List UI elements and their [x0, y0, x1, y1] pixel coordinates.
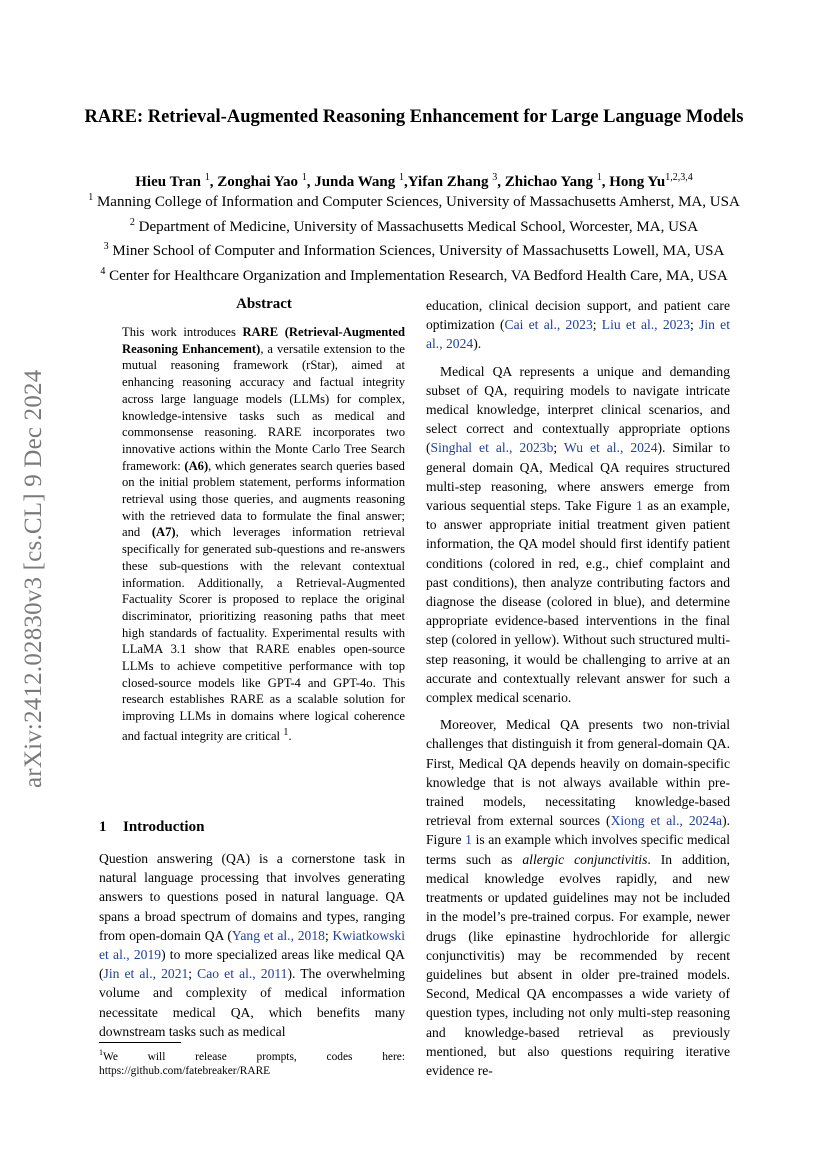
- affiliation: $^4$ Center for Healthcare Organization and Implementation Research, VA Bedford Health Care, MA, USA: [100, 265, 728, 284]
- affiliation: $^2$ Department of Medicine, University of Massachusetts Medical School, Worcester, MA, USA: [129, 216, 699, 235]
- section-heading-introduction: [99, 819, 204, 836]
- author-list: Hieu Tran $^1$, Zonghai Yao $^1$, Junda Wang $^1$,Yifan Zhang $^3$, Zhichao Yang $^1$, Hong Yu$^{1,2,3,4}$: [135, 172, 693, 190]
- citation-link[interactable]: Jin et al., 2021: [103, 966, 189, 982]
- affiliation-list: [30, 188, 798, 286]
- action-a6: (A6): [184, 458, 209, 473]
- author-affiliation: 1: [596, 172, 602, 183]
- introduction-paragraph: Question answering (QA) is a cornerstone task in natural language processing that involves generating answers to questions posed in natural language. QA spans a broad spectrum of domains and types, ranging from open-domain QA (Yang et al., 2018; Kwiatkowski et al., 2019) to more specialized areas like medical QA (Jin et al., 2021; Cao et al., 2011). The overwhelming volume and complexity of medical information necessitate medical QA, which benefits many downstream tasks such as medical: [99, 851, 405, 1039]
- author-name: Junda Wang: [314, 174, 396, 190]
- citation-link[interactable]: Xiong et al., 2024a: [610, 813, 723, 829]
- arxiv-identifier-stamp: arXiv:2412.02830v3 [cs.CL] 9 Dec 2024: [20, 370, 47, 789]
- abstract-heading: Abstract: [236, 296, 292, 312]
- section-title: Introduction: [123, 819, 205, 835]
- abstract-body: This work introduces RARE (Retrieval-Augmented Reasoning Enhancement), a versatile extension to the mutual reasoning framework (rStar), aimed at enhancing reasoning accuracy and factual integrity across large language models (LLMs) for complex, knowledge-intensive tasks such as medical and commonsense reasoning. RARE incorporates two innovative actions within the Monte Carlo Tree Search framework: (A6), which generates search queries based on the initial problem statement, performs information retrieval using those queries, and augments reasoning with the retrieved data to formulate the final answer; and (A7), which leverages information retrieval specifically for generated sub-questions and re-answers these sub-questions with the relevant contextual information. Additionally, a Retrieval-Augmented Factuality Scorer is proposed to replace the original discriminator, prioritizing reasoning paths that meet high standards of factuality. Experimental results with LLaMA 3.1 show that RARE enables open-source LLMs to achieve competitive performance with top closed-source models like GPT-4 and GPT-4o. This research establishes RARE as a scalable solution for improving LLMs in domains where logical coherence and factual integrity are critical $^1$.: [122, 325, 405, 744]
- footnote-number: 1: [99, 1048, 103, 1057]
- citation-link[interactable]: Singhal et al., 2023b: [430, 440, 554, 456]
- citation-link[interactable]: Kwiatkowski et al., 2019: [99, 927, 405, 963]
- right-column: [426, 296, 730, 1080]
- action-a7: (A7): [151, 525, 176, 540]
- citation-link[interactable]: Jin et al., 2024: [426, 317, 730, 352]
- citation-link[interactable]: Cai et al., 2023: [504, 317, 593, 333]
- footnote: [99, 1046, 405, 1079]
- author-name: Zonghai Yao: [217, 174, 298, 190]
- affiliation: $^3$ Miner School of Computer and Information Sciences, University of Massachusetts Lowell, MA, USA: [103, 241, 725, 259]
- footnote-marker[interactable]: 1: [283, 726, 289, 738]
- citation-link[interactable]: Yang et al., 2018: [231, 927, 325, 943]
- author-name: Hong Yu: [609, 174, 666, 190]
- author-name: Yifan Zhang: [407, 174, 489, 190]
- author-name: Hieu Tran: [135, 174, 201, 190]
- author-affiliation: 1: [399, 172, 404, 183]
- author-name: Zhichao Yang: [504, 174, 593, 190]
- citation-link[interactable]: Wu et al., 2024: [563, 440, 658, 456]
- paragraph: Medical QA represents a unique and demanding subset of QA, requiring models to navigate intricate medical knowledge, interpret clinical scenarios, and select correct and contextually appropriate options (Singhal et al., 2023b; Wu et al., 2024). Similar to general domain QA, Medical QA requires structured multi-step reasoning, where answers emerge from various sequential steps. Take Figure 1 as an example, to answer appropriate initial treatment given patient information, the QA model should first identify patient conditions (colored in red, e.g., chief complaint and past conditions), then analyze contributing factors and diagnose the disease (colored in blue), and determine appropriate evidence-based interventions in the final step (colored in yellow). Without such structured multi-step reasoning, it would be challenging to arrive at an accurate and contextually relevant answer for such a complex medical scenario.: [426, 363, 731, 706]
- figure-reference-link[interactable]: 1: [465, 832, 472, 848]
- figure-reference-link[interactable]: 1: [635, 498, 643, 514]
- section-number: 1: [99, 819, 107, 835]
- paragraph: education, clinical decision support, and patient care optimization (Cai et al., 2023; Liu et al., 2023; Jin et al., 2024).: [426, 298, 730, 352]
- author-affiliation: 1: [204, 172, 210, 183]
- author-affiliation: 1: [301, 172, 307, 183]
- footnote-divider: [99, 1042, 181, 1043]
- italic-term: allergic conjunctivitis: [522, 851, 648, 867]
- author-affiliation: 3: [492, 172, 498, 183]
- paragraph: Moreover, Medical QA presents two non-trivial challenges that distinguish it from general-domain QA. First, Medical QA depends heavily on domain-specific knowledge that is not always available within pre-trained models, necessitating knowledge-based retrieval from external sources (Xiong et al., 2024a). Figure 1 is an example which involves specific medical terms such as allergic conjunctivitis. In addition, medical knowledge evolves rapidly, and new treatments or updated guidelines may not be included in the model’s pre-trained corpus. For example, newer drugs (like epinastine hydrochloride for allergic conjunctivitis) may be recommended by recent guidelines but absent in older pre-trained models. Second, Medical QA encompasses a wide variety of question types, including not only multi-step reasoning and knowledge-based retrieval as previously mentioned, but also questions requiring iterative evidence re-: [426, 717, 730, 1078]
- footnote-text: We will release prompts, codes here: https://github.com/fatebreaker/RARE: [99, 1050, 405, 1078]
- paper-title: RARE: Retrieval-Augmented Reasoning Enhancement for Large Language Models: [84, 107, 744, 127]
- rare-acronym: RARE (Retrieval-Augmented Reasoning Enhancement): [122, 325, 405, 356]
- author-affiliation: 1,2,3,4: [665, 172, 693, 183]
- citation-link[interactable]: Liu et al., 2023: [601, 317, 691, 333]
- citation-link[interactable]: Cao et al., 2011: [197, 966, 288, 982]
- affiliation: $^1$ Manning College of Information and Computer Sciences, University of Massachusetts Amherst, MA, USA: [88, 192, 740, 210]
